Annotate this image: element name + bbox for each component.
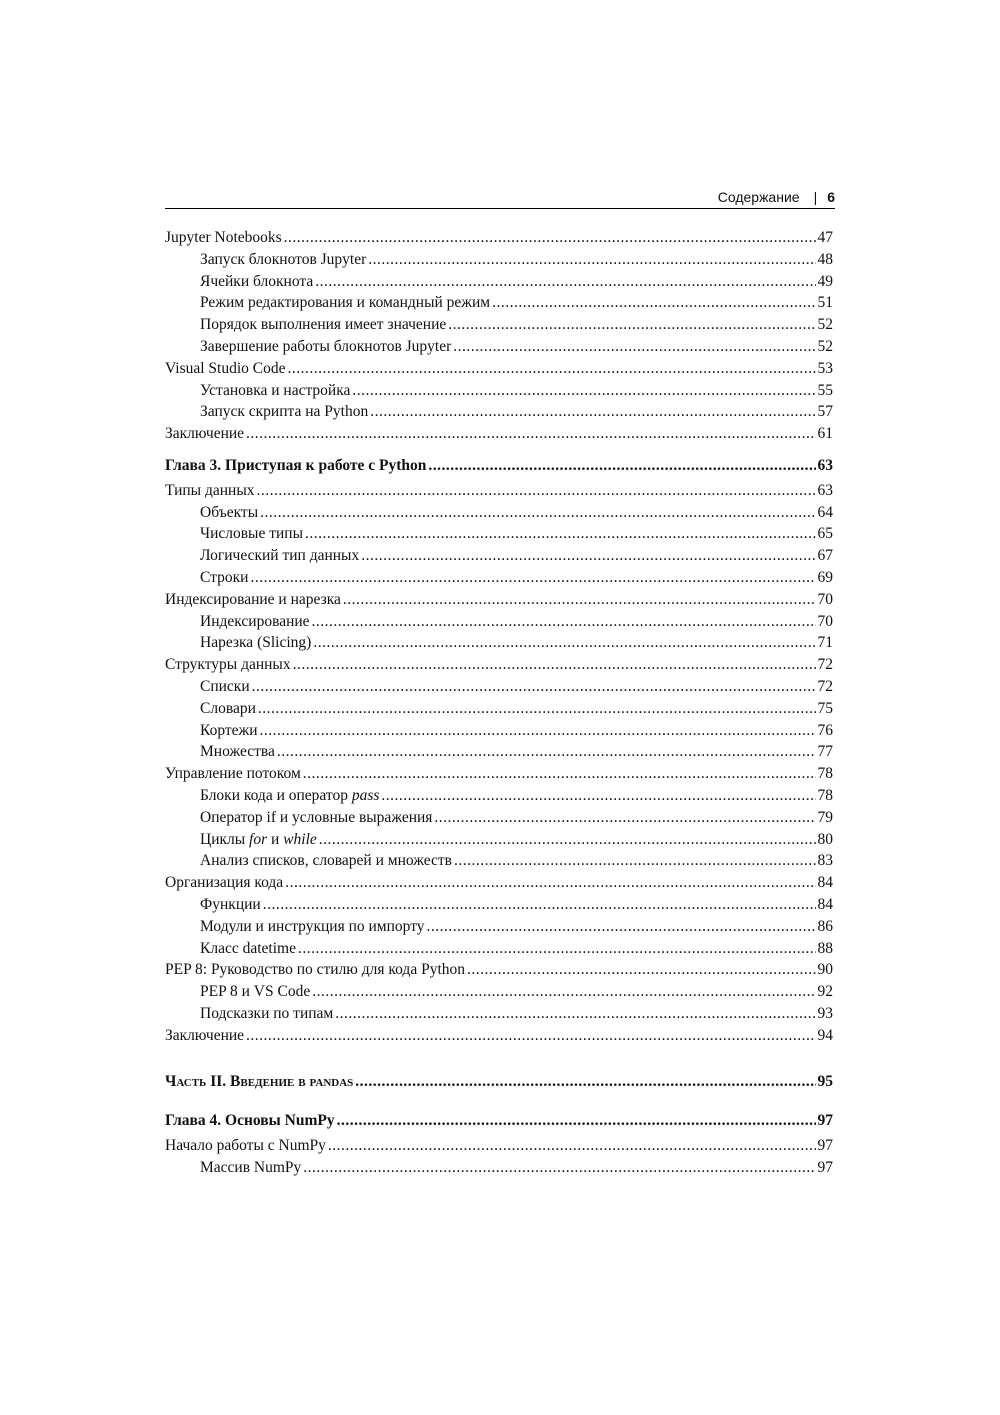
dot-leader	[352, 380, 815, 402]
toc-entry-label	[200, 314, 446, 336]
toc-entry-label	[200, 401, 368, 423]
toc-entry-label	[165, 455, 426, 477]
toc-subsection-entry	[165, 611, 833, 633]
toc-subsection-entry	[165, 807, 833, 829]
toc-entry-keyword: for	[249, 830, 268, 848]
dot-leader	[285, 872, 815, 894]
toc-entry-label	[165, 227, 282, 249]
toc-entry-label	[200, 807, 432, 829]
dot-leader	[361, 545, 815, 567]
toc-entry-title: Ячейки блокнота	[200, 272, 314, 290]
toc-entry-label	[200, 1157, 301, 1179]
toc-entry-title: Массив NumPy	[200, 1158, 302, 1176]
toc-part-entry	[165, 1071, 833, 1093]
toc-entry-label	[200, 720, 258, 742]
toc-entry-page-number: 69	[817, 568, 833, 586]
toc-entry-title: Строки	[200, 568, 249, 586]
toc-entry-page-number: 97	[817, 1112, 833, 1130]
dot-leader	[319, 829, 816, 851]
dot-leader	[256, 480, 815, 502]
dot-leader	[298, 938, 816, 960]
toc-entry-title: Режим редактирования и командный режим	[200, 294, 491, 312]
toc-entry-label	[200, 850, 452, 872]
toc-entry-page-number: 70	[817, 612, 833, 630]
toc-entry-title: Запуск блокнотов Jupyter	[200, 250, 367, 268]
toc-entry-keyword: while	[283, 830, 317, 848]
toc-entry-label	[200, 545, 359, 567]
toc-entry-page-number: 90	[817, 961, 833, 979]
toc-entry-page-number: 97	[817, 1137, 833, 1155]
toc-entry-page-number: 52	[817, 337, 833, 355]
toc-entry-title: Структуры данных	[165, 656, 291, 674]
toc-entry-label	[165, 959, 465, 981]
dot-leader	[258, 698, 816, 720]
dot-leader	[284, 227, 816, 249]
toc-entry-label	[165, 1071, 353, 1093]
dot-leader	[277, 741, 816, 763]
toc-entry-title: Установка и настройка	[200, 381, 351, 399]
toc-entry-page-number: 72	[817, 677, 833, 695]
toc-entry-page-number: 80	[817, 830, 833, 848]
toc-subsection-entry	[165, 271, 833, 293]
toc-section-entry	[165, 227, 833, 249]
toc-entry-page-number: 84	[817, 895, 833, 913]
toc-entry-title: Порядок выполнения имеет значение	[200, 316, 447, 334]
toc-chapter-entry	[165, 1110, 833, 1132]
toc-entry-label	[200, 938, 296, 960]
toc-entry-label	[200, 894, 261, 916]
toc-subsection-entry	[165, 567, 833, 589]
toc-subsection-entry	[165, 632, 833, 654]
dot-leader	[428, 455, 815, 477]
toc-entry-page-number: 79	[817, 808, 833, 826]
dot-leader	[337, 1110, 816, 1132]
toc-entry-page-number: 78	[817, 765, 833, 783]
toc-entry-title: Запуск скрипта на Python	[200, 403, 369, 421]
toc-entry-title: Логический тип данных	[200, 547, 360, 565]
toc-entry-page-number: 97	[817, 1158, 833, 1176]
toc-subsection-entry	[165, 741, 833, 763]
toc-entry-label	[200, 916, 425, 938]
toc-entry-page-number: 75	[817, 699, 833, 717]
dot-leader	[303, 1157, 815, 1179]
toc-entry-page-number: 77	[817, 743, 833, 761]
toc-entry-title: Глава 3. Приступая к работе с Python	[165, 456, 427, 474]
toc-subsection-entry	[165, 938, 833, 960]
toc-entry-page-number: 84	[817, 874, 833, 892]
toc-subsection-entry	[165, 314, 833, 336]
dot-leader	[288, 358, 816, 380]
toc-entry-title: Функции	[200, 895, 261, 913]
toc-entry-label	[200, 632, 311, 654]
toc-entry-page-number: 83	[817, 852, 833, 870]
toc-subsection-entry	[165, 916, 833, 938]
table-of-contents	[165, 227, 833, 1179]
toc-entry-page-number: 57	[817, 403, 833, 421]
toc-entry-label	[165, 358, 286, 380]
toc-entry-label	[165, 589, 341, 611]
toc-entry-title: Кортежи	[200, 721, 258, 739]
toc-subsection-entry	[165, 981, 833, 1003]
toc-entry-title: Часть II. Введение в pandas	[165, 1073, 354, 1091]
dot-leader	[246, 423, 815, 445]
dot-leader	[303, 763, 816, 785]
dot-leader	[246, 1025, 815, 1047]
toc-entry-label	[200, 741, 275, 763]
toc-entry-title: Глава 4. Основы NumPy	[165, 1112, 335, 1130]
running-header	[165, 187, 835, 207]
toc-subsection-entry	[165, 1157, 833, 1179]
toc-entry-label	[165, 1110, 335, 1132]
toc-entry-title: Циклы	[200, 830, 246, 848]
toc-section-entry	[165, 763, 833, 785]
toc-entry-page-number: 88	[817, 939, 833, 957]
toc-entry-title: Visual Studio Code	[165, 359, 286, 377]
toc-entry-page-number: 65	[817, 525, 833, 543]
toc-entry-label	[200, 249, 366, 271]
toc-subsection-entry	[165, 698, 833, 720]
dot-leader	[434, 807, 815, 829]
toc-entry-title: Заключение	[165, 425, 245, 443]
dot-leader	[370, 401, 815, 423]
toc-entry-label	[200, 785, 379, 807]
toc-entry-label	[165, 423, 244, 445]
toc-entry-title: Оператор if и условные выражения	[200, 808, 433, 826]
toc-entry-label	[165, 1025, 244, 1047]
toc-entry-label	[200, 1003, 333, 1025]
toc-entry-label	[200, 336, 451, 358]
toc-entry-page-number: 86	[817, 917, 833, 935]
dot-leader	[492, 292, 815, 314]
dot-leader	[260, 720, 816, 742]
toc-section-entry	[165, 358, 833, 380]
dot-leader	[312, 611, 816, 633]
toc-subsection-entry	[165, 380, 833, 402]
toc-entry-page-number: 63	[817, 481, 833, 499]
toc-entry-label	[165, 1135, 326, 1157]
toc-entry-page-number: 63	[817, 456, 833, 474]
toc-entry-title: PEP 8: Руководство по стилю для кода Python	[165, 961, 465, 979]
toc-subsection-entry	[165, 523, 833, 545]
toc-section-entry	[165, 589, 833, 611]
toc-entry-title: Модули и инструкция по импорту	[200, 917, 425, 935]
header-separator: |	[813, 189, 818, 205]
toc-entry-label	[165, 480, 254, 502]
toc-entry-label	[200, 698, 256, 720]
toc-entry-label	[200, 380, 350, 402]
toc-section-entry	[165, 423, 833, 445]
toc-section-entry	[165, 654, 833, 676]
toc-entry-page-number: 93	[817, 1004, 833, 1022]
toc-entry-label	[200, 271, 313, 293]
toc-entry-keyword: pass	[351, 786, 380, 804]
toc-subsection-entry	[165, 829, 833, 851]
toc-entry-page-number: 64	[817, 503, 833, 521]
toc-subsection-entry	[165, 1003, 833, 1025]
toc-entry-title: Управление потоком	[165, 765, 301, 783]
dot-leader	[454, 850, 816, 872]
toc-subsection-entry	[165, 785, 833, 807]
toc-entry-label	[200, 523, 303, 545]
toc-entry-title: Начало работы с NumPy	[165, 1137, 326, 1155]
toc-entry-page-number: 47	[817, 229, 833, 246]
toc-entry-title: Анализ списков, словарей и множеств	[200, 852, 452, 870]
toc-section-entry	[165, 872, 833, 894]
toc-entry-title: Jupyter Notebooks	[165, 229, 282, 246]
toc-entry-page-number: 61	[817, 425, 833, 443]
dot-leader	[368, 249, 815, 271]
dot-leader	[335, 1003, 815, 1025]
toc-entry-page-number: 95	[817, 1073, 833, 1091]
toc-entry-label	[200, 981, 310, 1003]
header-page-number: 6	[827, 189, 835, 205]
toc-entry-page-number: 53	[817, 359, 833, 377]
toc-subsection-entry	[165, 894, 833, 916]
toc-entry-label	[200, 829, 317, 851]
toc-entry-title: Подсказки по типам	[200, 1004, 334, 1022]
header-section-title: Содержание	[717, 189, 800, 205]
toc-entry-title: Индексирование и нарезка	[165, 590, 341, 608]
toc-subsection-entry	[165, 676, 833, 698]
toc-entry-page-number: 92	[817, 983, 833, 1001]
toc-subsection-entry	[165, 545, 833, 567]
toc-subsection-entry	[165, 502, 833, 524]
toc-entry-page-number: 94	[817, 1026, 833, 1044]
toc-entry-title: Числовые типы	[200, 525, 303, 543]
toc-entry-page-number: 52	[817, 316, 833, 334]
toc-entry-label	[200, 676, 250, 698]
toc-entry-title: Множества	[200, 743, 275, 761]
toc-entry-page-number: 48	[817, 250, 833, 268]
toc-entry-page-number: 49	[817, 272, 833, 290]
toc-entry-page-number: 51	[817, 294, 833, 312]
toc-entry-title: PEP 8 и VS Code	[200, 983, 311, 1001]
dot-leader	[315, 271, 815, 293]
toc-entry-title: Нарезка (Slicing)	[200, 634, 312, 652]
toc-entry-title: Списки	[200, 677, 250, 695]
toc-subsection-entry	[165, 249, 833, 271]
header-rule	[165, 208, 835, 209]
toc-entry-label	[200, 292, 490, 314]
dot-leader	[448, 314, 815, 336]
dot-leader	[252, 676, 816, 698]
toc-entry-title: Заключение	[165, 1026, 245, 1044]
dot-leader	[467, 959, 816, 981]
toc-subsection-entry	[165, 401, 833, 423]
toc-subsection-entry	[165, 850, 833, 872]
toc-entry-label	[165, 872, 283, 894]
dot-leader	[355, 1071, 815, 1093]
dot-leader	[381, 785, 815, 807]
dot-leader	[250, 567, 815, 589]
dot-leader	[343, 589, 816, 611]
dot-leader	[293, 654, 816, 676]
toc-entry-page-number: 70	[817, 590, 833, 608]
toc-entry-page-number: 67	[817, 547, 833, 565]
toc-section-entry	[165, 1135, 833, 1157]
toc-entry-title: Словари	[200, 699, 256, 717]
toc-entry-label	[200, 567, 248, 589]
toc-section-entry	[165, 1025, 833, 1047]
toc-entry-title: Завершение работы блокнотов Jupyter	[200, 337, 452, 355]
toc-entry-title: Организация кода	[165, 874, 284, 892]
toc-subsection-entry	[165, 292, 833, 314]
toc-entry-label	[165, 763, 301, 785]
dot-leader	[427, 916, 816, 938]
toc-subsection-entry	[165, 336, 833, 358]
toc-entry-page-number: 71	[817, 634, 833, 652]
dot-leader	[260, 502, 815, 524]
dot-leader	[263, 894, 816, 916]
toc-section-entry	[165, 480, 833, 502]
toc-entry-label	[165, 654, 291, 676]
toc-chapter-entry	[165, 455, 833, 477]
dot-leader	[312, 981, 815, 1003]
toc-entry-page-number: 78	[817, 786, 833, 804]
toc-entry-page-number: 55	[817, 381, 833, 399]
toc-section-entry	[165, 959, 833, 981]
dot-leader	[313, 632, 815, 654]
toc-entry-title: Блоки кода и оператор	[200, 786, 348, 804]
dot-leader	[453, 336, 815, 358]
toc-entry-title: Типы данных	[165, 481, 255, 499]
toc-entry-page-number: 72	[817, 656, 833, 674]
dot-leader	[305, 523, 816, 545]
toc-entry-page-number: 76	[817, 721, 833, 739]
toc-entry-label	[200, 502, 258, 524]
toc-subsection-entry	[165, 720, 833, 742]
toc-entry-title: Класс datetime	[200, 939, 296, 957]
toc-entry-label	[200, 611, 310, 633]
toc-entry-conjunction: и	[271, 830, 280, 848]
toc-entry-title: Индексирование	[200, 612, 310, 630]
dot-leader	[328, 1135, 816, 1157]
toc-entry-title: Объекты	[200, 503, 259, 521]
